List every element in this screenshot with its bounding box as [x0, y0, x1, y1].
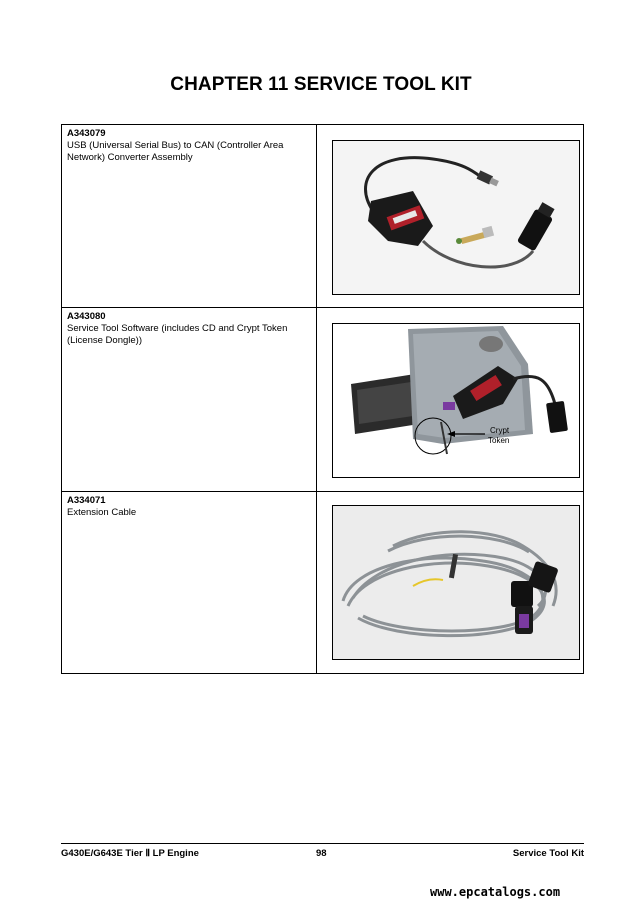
- page-number: 98: [316, 848, 327, 859]
- footer-divider: [61, 843, 584, 844]
- page-title: CHAPTER 11 SERVICE TOOL KIT: [170, 74, 472, 95]
- callout-line-2: Token: [488, 436, 510, 445]
- callout-line-1: Crypt: [490, 426, 510, 435]
- watermark: www.epcatalogs.com: [430, 885, 561, 899]
- converter-photo: [332, 140, 580, 295]
- item-image-cell: [317, 308, 584, 492]
- footer-right: Service Tool Kit: [512, 848, 584, 859]
- table-row: [62, 492, 584, 674]
- table-row: [62, 308, 584, 492]
- laptop-dongle-photo: [332, 323, 580, 478]
- item-description: USB (Universal Serial Bus) to CAN (Controller Area Network) Converter Assembly: [67, 140, 284, 163]
- tool-kit-table: [61, 124, 584, 674]
- footer-left: G430E/G643E Tier Ⅱ LP Engine: [61, 848, 199, 859]
- item-image-cell: [317, 492, 584, 674]
- part-number: A343080: [67, 311, 106, 322]
- item-image-cell: [317, 125, 584, 308]
- table-row: [62, 125, 584, 308]
- item-description-cell: [62, 492, 317, 674]
- part-number: A343079: [67, 128, 106, 139]
- item-description: Extension Cable: [67, 507, 137, 518]
- part-number: A334071: [67, 495, 106, 506]
- item-description-cell: [62, 308, 317, 492]
- item-description-cell: [62, 125, 317, 308]
- extension-cable-photo: [332, 505, 580, 660]
- item-description: Service Tool Software (includes CD and Crypt Token (License Dongle)): [67, 323, 288, 346]
